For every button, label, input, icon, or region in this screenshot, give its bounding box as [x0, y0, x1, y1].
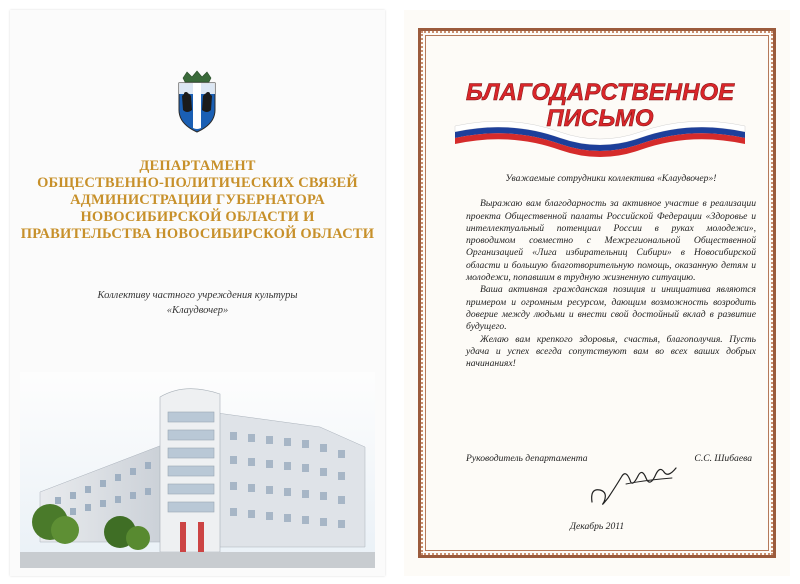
right-page	[404, 10, 790, 576]
government-building-image	[20, 372, 375, 568]
banner-title-line2: ПИСЬМО	[546, 105, 654, 132]
department-title-line: ОБЩЕСТВЕННО-ПОЛИТИЧЕСКИХ СВЯЗЕЙ	[37, 175, 358, 191]
banner-title-line1: БЛАГОДАРСТВЕННОЕ	[465, 79, 735, 106]
addressee-line: Коллективу частного учреждения культуры	[97, 290, 298, 301]
addressee	[10, 288, 385, 318]
department-title-line: ДЕПАРТАМЕНТ	[139, 158, 256, 174]
left-page	[10, 10, 385, 576]
department-title-line: АДМИНИСТРАЦИИ ГУБЕРНАТОРА	[70, 192, 325, 208]
department-title	[10, 158, 385, 243]
letter-date: Декабрь 2011	[569, 521, 625, 532]
letter-banner	[450, 74, 750, 158]
paragraph: Желаю вам крепкого здоровья, счастья, благополучия. Пусть удача и успех всегда сопутствуют вам во всех ваших добрых начинаниях!	[466, 333, 756, 370]
paragraph: Ваша активная гражданская позиция и инициатива являются примером и огромным ресурсом, дающим возможность возродить доверие между людьми и внести свой достойный вклад в развитие будущего.	[466, 284, 756, 333]
department-title-line: НОВОСИБИРСКОЙ ОБЛАСТИ И	[80, 209, 315, 225]
signer-role: Руководитель департамента	[466, 453, 588, 464]
letter-body	[466, 173, 756, 370]
signer-name: С.С. Шибаева	[694, 453, 752, 464]
paragraph: Выражаю вам благодарность за активное участие в реализации проекта Общественной палаты Российской Федерации «Здоровье и интеллектуальный потенциал России в руках молодежи», проводимом совместно с Межрегиональной Общественной Организацией «Лига избирательниц Сибири» в Новосибирской области и большую благотворительную помощь, оказанную детям и молодежи, попавшим в трудную жизненную ситуацию.	[466, 198, 756, 284]
coat-of-arms-icon	[173, 70, 221, 134]
addressee-line: «Клаудвочер»	[166, 305, 229, 316]
greeting: Уважаемые сотрудники коллектива «Клаудвочер»!	[505, 173, 717, 184]
department-title-line: ПРАВИТЕЛЬСТВА НОВОСИБИРСКОЙ ОБЛАСТИ	[20, 226, 375, 242]
handwritten-signature-icon	[586, 458, 682, 510]
